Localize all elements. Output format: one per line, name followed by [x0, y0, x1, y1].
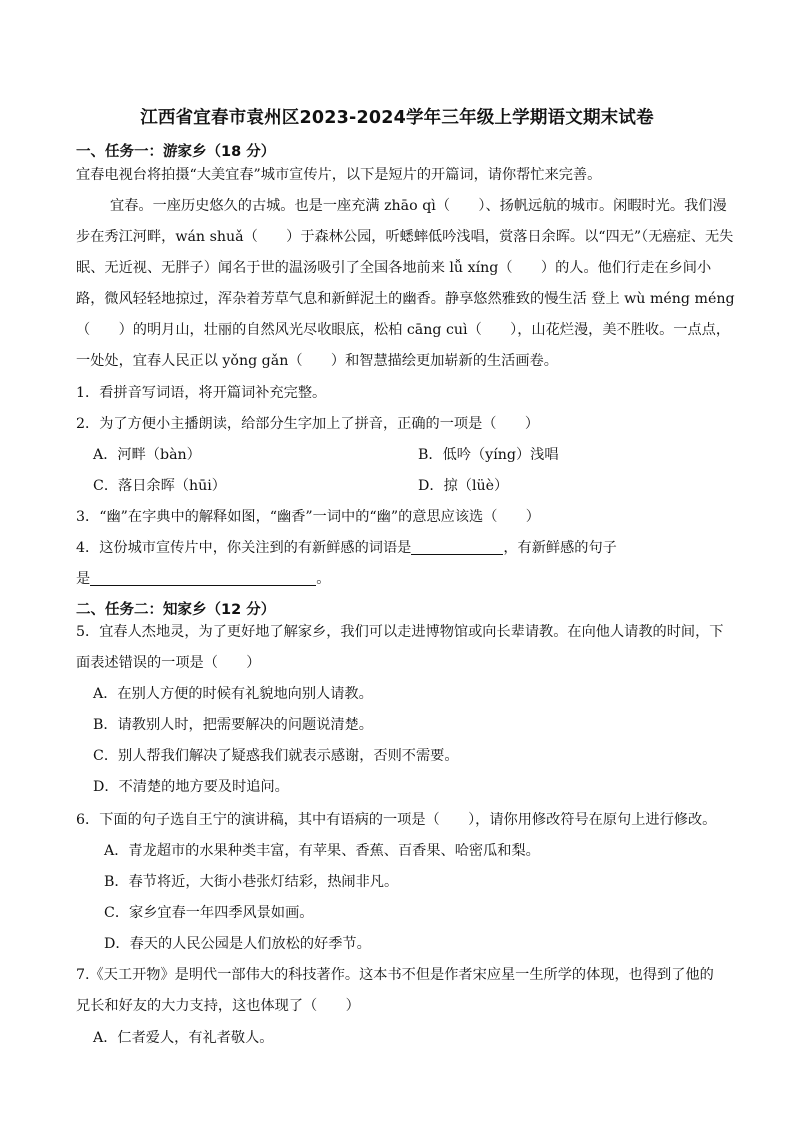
question-5-option-c: C．别人帮我们解决了疑惑我们就表示感谢，否则不需要。: [93, 748, 459, 764]
question-7-option-a: A．仁者爱人，有礼者敬人。: [93, 1030, 274, 1046]
question-4-text-d: 。: [316, 571, 331, 587]
question-2-option-b: B．低吟（yíng）浅唱: [418, 447, 559, 463]
question-6-stem: 6．下面的句子选自王宁的演讲稿，其中有语病的一项是（ ），请你用修改符号在原句上进行修改。: [76, 812, 717, 828]
passage-line-4: 路，微风轻轻地掠过，浑杂着芳草气息和新鲜泥土的幽香。静享悠然雅致的慢生活 登上 wù méng méng: [76, 291, 735, 307]
question-6-option-b: B．春节将近，大街小巷张灯结彩，热闹非凡。: [104, 874, 399, 890]
question-4-line-2: [76, 570, 330, 588]
exam-title: 江西省宜春市袁州区2023-2024学年三年级上学期语文期末试卷: [140, 108, 654, 128]
question-4-text-c: 是: [76, 571, 91, 587]
question-2-stem: 2．为了方便小主播朗读，给部分生字加上了拼音，正确的一项是（ ）: [76, 416, 540, 432]
question-4-line-1: [76, 539, 617, 557]
question-5-option-a: A．在别人方便的时候有礼貌地向别人请教。: [93, 686, 373, 702]
question-4-text-a: 4．这份城市宣传片中，你关注到的有新鲜感的词语是: [76, 540, 412, 556]
passage-line-1: 宜春。一座历史悠久的古城。也是一座充满 zhāo qì（ ）、扬帆远航的城市。闲暇时光。我们漫: [110, 198, 727, 214]
passage-line-2: 步在秀江河畔，wán shuǎ（ ）于森林公园，听蟋蟀低吟浅唱，赏落日余晖。以“四无”（无癌症、无失: [76, 229, 734, 245]
question-2-option-d: D．掠（lüè）: [418, 478, 509, 494]
question-4-text-b: ，有新鲜感的句子: [503, 540, 617, 556]
answer-blank-words[interactable]: [411, 540, 503, 555]
passage-line-5: （ ）的明月山，壮丽的自然风光尽收眼底，松柏 cāng cuì（ ），山花烂漫，美不胜收。一点点，: [76, 322, 731, 338]
question-7-stem-1: 7.《天工开物》是明代一部伟大的科技著作。这本书不但是作者宋应星一生所学的体现，也得到了他的: [76, 967, 714, 983]
section-1-intro: 宜春电视台将拍摄“大美宜春”城市宣传片，以下是短片的开篇词，请你帮忙来完善。: [76, 167, 602, 183]
question-1: 1．看拼音写词语，将开篇词补充完整。: [76, 385, 327, 401]
section-1-heading: 一、任务一：游家乡（18 分）: [76, 144, 276, 160]
question-5-stem-2: 面表述错误的一项是（ ）: [76, 655, 261, 671]
question-6-option-a: A．青龙超市的水果种类丰富，有苹果、香蕉、百香果、哈密瓜和梨。: [104, 843, 540, 859]
passage-line-6: 一处处，宜春人民正以 yǒng gǎn（ ）和智慧描绘更加崭新的生活画卷。: [76, 353, 558, 369]
question-7-stem-2: 兄长和好友的大力支持，这也体现了（ ）: [76, 998, 360, 1014]
answer-blank-sentence[interactable]: [90, 571, 316, 586]
question-3: 3．“幽”在字典中的解释如图，“幽香”一词中的“幽”的意思应该选（ ）: [76, 509, 540, 525]
question-5-option-d: D．不清楚的地方要及时追问。: [93, 779, 289, 795]
question-2-option-c: C．落日余晖（hūi）: [93, 478, 226, 494]
passage-line-3: 眠、无近视、无胖子）闻名于世的温汤吸引了全国各地前来 lǚ xíng（ ）的人。他们行走在乡间小: [76, 260, 712, 276]
question-5-option-b: B．请教别人时，把需要解决的问题说清楚。: [93, 717, 373, 733]
question-5-stem-1: 5．宜春人杰地灵，为了更好地了解家乡，我们可以走进博物馆或向长辈请教。在向他人请教的时间，下: [76, 624, 724, 640]
question-6-option-d: D．春天的人民公园是人们放松的好季节。: [104, 936, 371, 952]
section-2-heading: 二、任务二：知家乡（12 分）: [76, 602, 276, 618]
question-2-option-a: A．河畔（bàn）: [93, 447, 201, 463]
question-6-option-c: C．家乡宜春一年四季风景如画。: [104, 905, 314, 921]
